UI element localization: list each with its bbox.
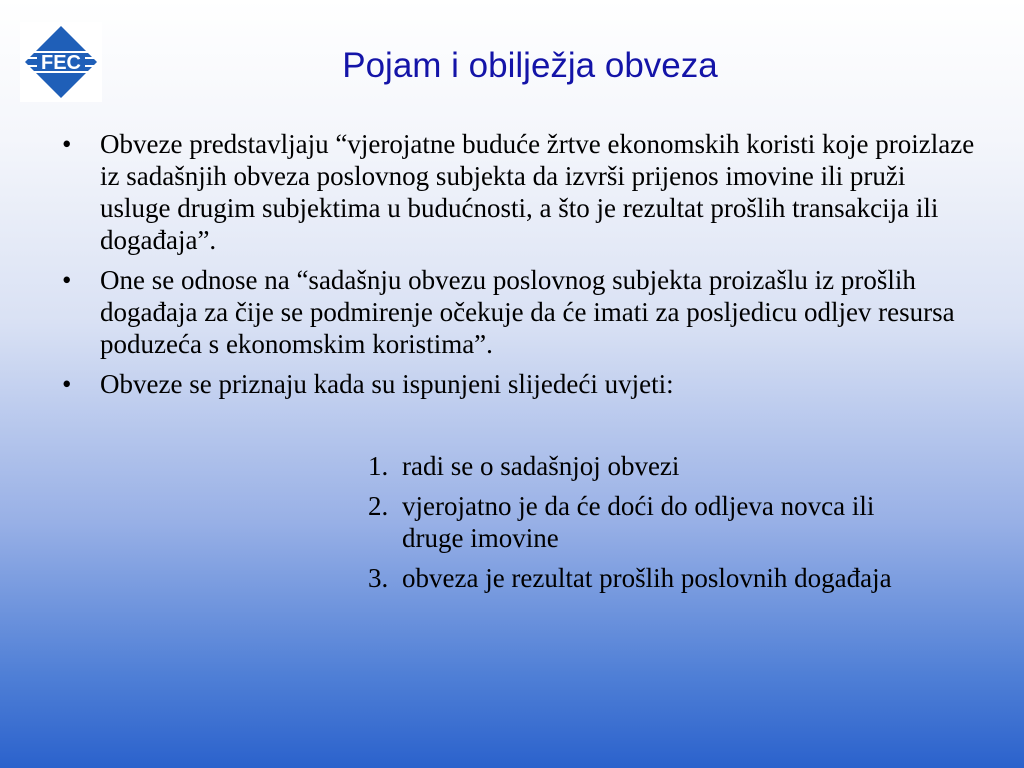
condition-number: 3.: [368, 563, 389, 593]
bullet-text: Obveze predstavljaju “vjerojatne buduće žrtve ekonomskih koristi koje proizlaze iz sadašnjih obveza poslovnog subjekta da izvrši prijenos imovine ili pruži usluge drugim subjektima u budućnosti, a što je rezultat prošlih transakcija ili događaja”.: [100, 129, 975, 255]
logo-text: FEC: [41, 52, 81, 74]
condition-item: [368, 562, 968, 594]
bullet-marker: •: [62, 129, 72, 159]
condition-text: vjerojatno je da će doći do odljeva novca ili druge imovine: [402, 491, 875, 553]
bullet-text: Obveze se priznaju kada su ispunjeni slijedeći uvjeti:: [100, 369, 674, 399]
conditions-list: [368, 450, 968, 602]
condition-text: radi se o sadašnjoj obvezi: [402, 451, 680, 481]
bullet-item: [56, 264, 976, 360]
bullet-marker: •: [62, 265, 72, 295]
bullet-list: [56, 128, 976, 408]
condition-text: obveza je rezultat prošlih poslovnih događaja: [402, 563, 892, 593]
fec-logo: [20, 22, 102, 102]
condition-number: 1.: [368, 451, 389, 481]
bullet-marker: •: [62, 369, 72, 399]
slide-title: Pojam i obilježja obveza: [342, 46, 718, 85]
bullet-text: One se odnose na “sadašnju obvezu poslovnog subjekta proizašlu iz prošlih događaja za čije se podmirenje očekuje da će imati za posljedicu odljev resursa poduzeća s ekonomskim koristima”.: [100, 265, 955, 359]
condition-item: [368, 450, 968, 482]
condition-number: 2.: [368, 491, 389, 521]
condition-item: [368, 490, 968, 554]
bullet-item: [56, 128, 976, 256]
bullet-item: [56, 368, 976, 400]
